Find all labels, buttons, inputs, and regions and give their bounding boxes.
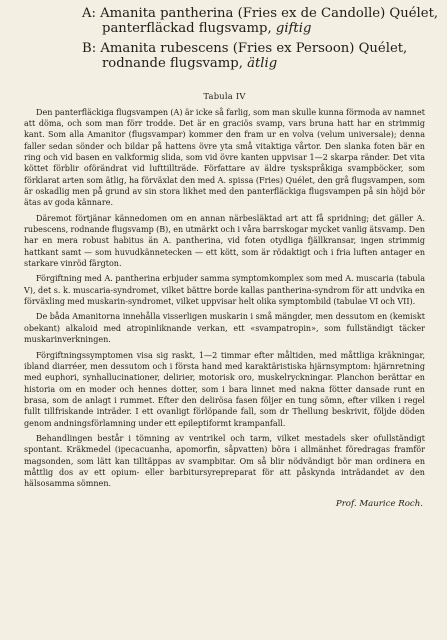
title-b-common-name: rodnande flugsvamp, [102,56,243,72]
paragraph: Behandlingen består i tömning av ventrikel och tarm, vilket mestadels sker ofullständigt spontant. Kräkmedel (ipecacuanha, apomorfin, såpvatten) böra i allmänhet föredragas framför magsonden, som lätt kan tilltäppas av svampbitar. Om så blir nödvändigt bör man ordinera en måttlig dos av ett opium- eller barbitursyrepreparat för att påskynda inträdandet av den hälsosamma sömnen. [24,433,425,489]
paragraph: Däremot förtjänar kännedomen om en annan närbesläktad art att få spridning; det gäller A. rubescens, rodnande flugsvamp (B), en utmärkt och i våra barrskogar mycket vanlig ätsvamp. Den har en mera robust habitus än A. pantherina, vid foten otydliga fjällkransar, ingen strimmig hattkant samt — som huvudkännetecken — ett kött, som är rödaktigt och i fria luften antager en starkare vinröd färgton. [24,213,425,269]
title-a-line1: A: Amanita pantherina (Fries ex de Candolle) Quélet, [82,6,439,21]
paragraph: Förgiftning med A. pantherina erbjuder samma symptomkomplex som med A. muscaria (tabula V), det s. k. muscaria-syndromet, vilket bättre borde kallas pantherina-syndrom för att undvika en förväxling med muskarin-syndromet, vilket uppvisar helt olika symptombild (tabulae VI och VII). [24,274,425,307]
plate-label: Tabula IV [203,90,246,101]
title-a-line2 [82,21,425,36]
paragraph: Den panterfläckiga flugsvampen (A) är icke så farlig, som man skulle kunna förmoda av namnet att döma, och som man förr trodde. Det är en graciös svamp, vars bruna hatt har en strimmig kant. Som alla Amanitor (flugsvampar) kommer den fram ur en volva (velum universale); denna faller sedan sönder och bildar på hattens övre yta små vitaktiga vårtor. Den slanka foten bär en ring och vid basen en valkformig slida, som vid övre kanten uppvisar 1—2 skarpa ränder. Det vita köttet förblir oförändrat vid lufttillträde. Författare av äldre tyskspråkiga svampböcker, som förklarat arten som ätlig, ha förväxlat den med A. spissa (Fries) Quélet, den grå flugsvampen, som är oskadlig men på grund av sin stora likhet med den panterfläckiga flugsvampen på sin höjd bör ätas av goda kännare. [24,107,425,208]
paragraph: Förgiftningssymptomen visa sig raskt, 1—2 timmar efter måltiden, med måttliga kräkningar, ibland diarréer, men dessutom och i första hand med karaktäristiska hjärnsymptom: hjärnretning med euphori, synhallucinationer, delirier, motorisk oro, muskelryckningar. Planchon berättar en historia om en moder och hennes dotter, som i bara linnet med nakna fötter dansade runt en brasa, som de anlagt i rummet. Efter den delirösa fasen följer en tung sömn, efter vilken i regel fullt tillfriskande inträder. I ett ovanligt förlöpande fall, som dr Thellung beskrivit, följde döden genom andningsförlamning under ett epileptiformt krampanfall. [24,350,425,428]
title-a-edibility: giftig [275,21,312,37]
document-title [82,6,439,72]
title-b-line1: B: Amanita rubescens (Fries ex Persoon) Quélet, [82,40,408,56]
paragraph: De båda Amanitorna innehålla visserligen muskarin i små mängder, men dessutom en (kemiskt obekant) alkaloid med atropinliknande verkan, ett «svampatropin», som fullständigt täcker muskarinverkningen. [24,312,425,345]
author-signature: Prof. Maurice Roch. [335,498,423,509]
title-a-common-name: panterfläckad flugsvamp, [102,21,272,37]
title-b-line2 [82,56,425,71]
title-b-edibility: ätlig [247,56,278,72]
body-text [24,107,425,490]
